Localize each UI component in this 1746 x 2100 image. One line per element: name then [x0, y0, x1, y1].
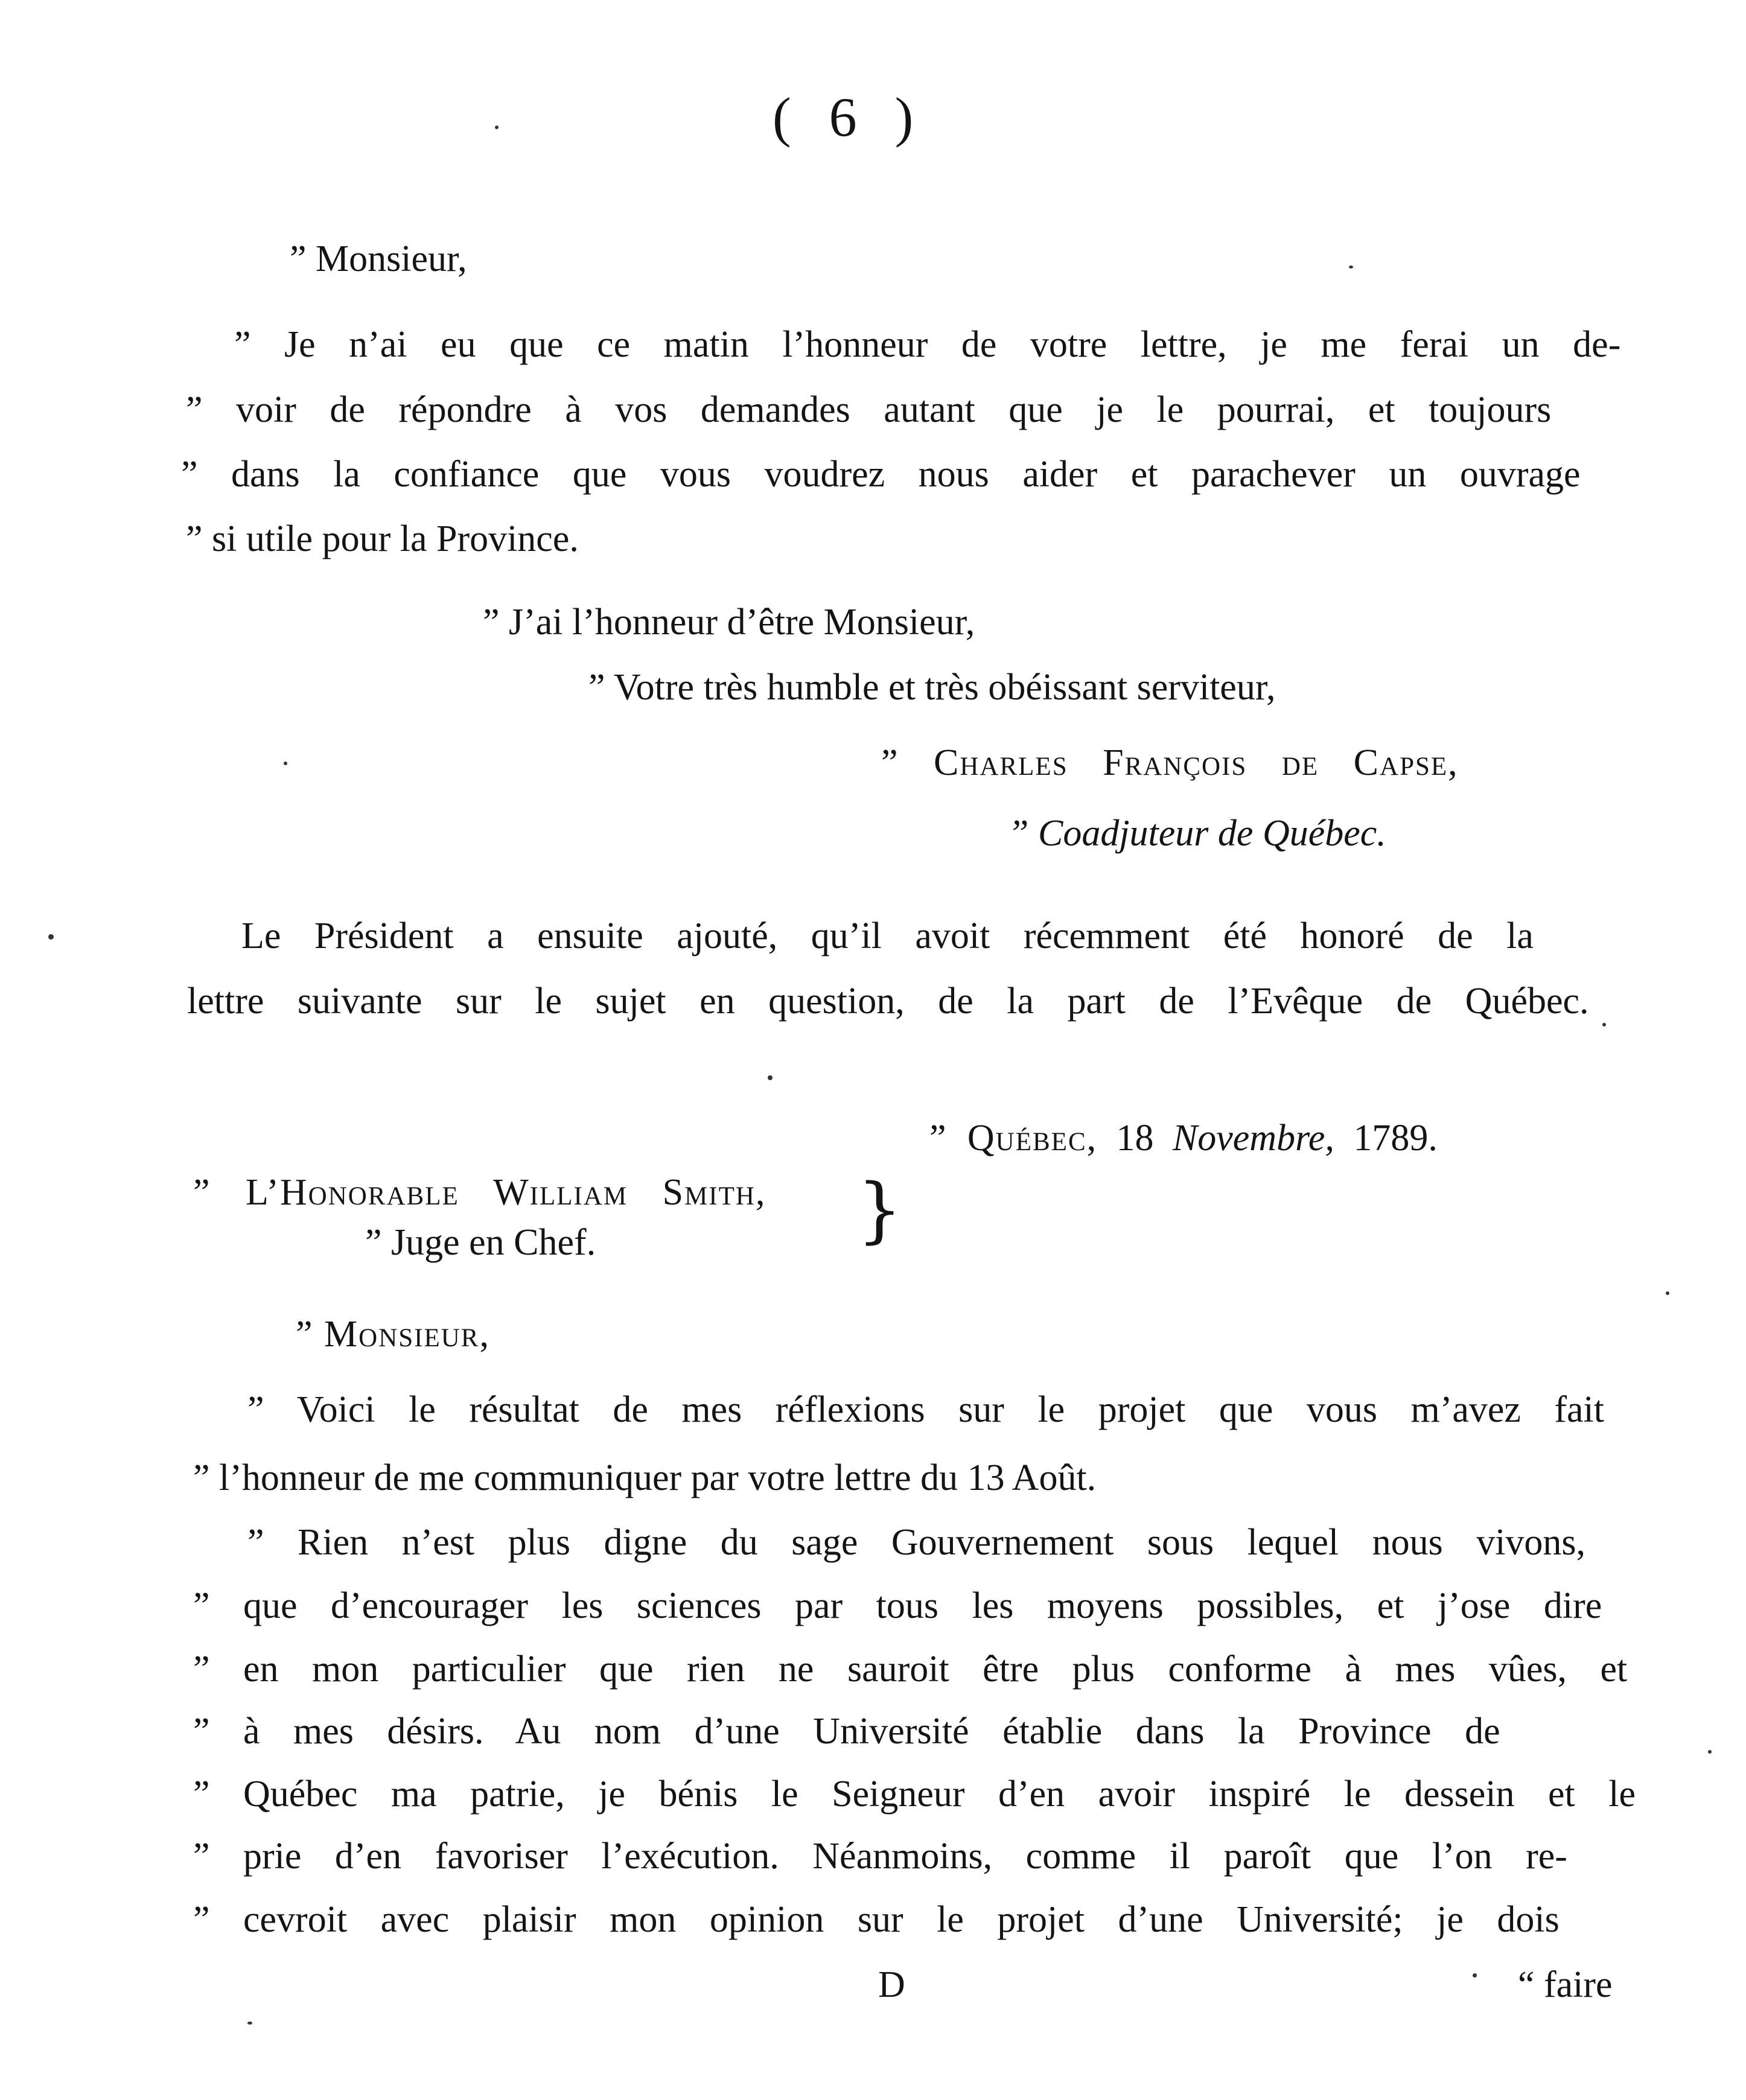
letter2-body-line: ” l’honneur de me communiquer par votre lettre du 13 Août. [193, 1457, 1097, 1498]
narrative-line: lettre suivante sur le sujet en question, de la part de l’Evêque de Québec. [187, 981, 1589, 1022]
letter2-body-line: ” Voici le résultat de mes réflexions sur le projet que vous m’avez fait [247, 1389, 1605, 1430]
letter1-body-line: ” Je n’ai eu que ce matin l’honneur de votre lettre, je me ferai un de- [234, 324, 1621, 365]
letter2-salutation: ” Monsieur, [296, 1314, 490, 1355]
scan-speck [247, 2022, 252, 2025]
letter2-body-line: ” en mon particulier que rien ne sauroit être plus conforme à mes vûes, et [193, 1649, 1628, 1690]
letter1-salutation: ” Monsieur, [290, 238, 467, 279]
scan-speck [768, 1075, 773, 1080]
letter2-dateline [929, 1119, 1438, 1157]
letter2-body-line: ” que d’encourager les sciences par tous les moyens possibles, et j’ose dire [193, 1585, 1602, 1626]
letter2-addressee-title: ” Juge en Chef. [365, 1222, 596, 1263]
letter2-body-line: ” prie d’en favoriser l’exécution. Néanmoins, comme il paroît que l’on re- [193, 1836, 1567, 1877]
dateline-place: ” Québec, [929, 1118, 1098, 1159]
letter2-addressee: ” L’Honorable William Smith, [193, 1172, 766, 1213]
letter1-closing: ” J’ai l’honneur d’être Monsieur, [483, 602, 975, 643]
letter2-body-line: ” Rien n’est plus digne du sage Gouvernement sous lequel nous vivons, [247, 1522, 1586, 1563]
scan-speck [48, 934, 54, 940]
letter1-body-line: ” si utile pour la Province. [186, 518, 579, 559]
page-number: ( 6 ) [773, 86, 914, 148]
scan-speck [1473, 1973, 1477, 1978]
dateline-day: 18 [1116, 1118, 1154, 1159]
letter1-closing: ” Votre très humble et très obéissant serviteur, [588, 667, 1276, 708]
letter1-signature-name: ” Charles François de Capse, [881, 742, 1459, 783]
scan-speck [1708, 1750, 1712, 1754]
scan-speck [1666, 1291, 1669, 1295]
scan-speck [495, 126, 499, 129]
catchword: “ faire [1518, 1964, 1613, 2005]
scan-speck [1602, 1023, 1606, 1026]
narrative-line: Le Président a ensuite ajouté, qu’il avoit récemment été honoré de la [241, 915, 1534, 956]
scan-speck [284, 762, 287, 765]
dateline-year: 1789. [1353, 1118, 1438, 1159]
letter1-body-line: ” dans la confiance que vous voudrez nous aider et parachever un ouvrage [181, 454, 1581, 495]
letter2-body-line: ” à mes désirs. Au nom d’une Université établie dans la Province de [193, 1711, 1500, 1752]
dateline-month: Novembre, [1172, 1118, 1334, 1159]
letter1-body-line: ” voir de répondre à vos demandes autant que je le pourrai, et toujours [186, 389, 1552, 430]
scan-speck [1349, 266, 1353, 269]
letter2-body-line: ” cevroit avec plaisir mon opinion sur le projet d’une Université; je dois [193, 1899, 1560, 1940]
address-brace: } [857, 1168, 903, 1251]
letter1-signature-title: ” Coadjuteur de Québec. [1008, 813, 1386, 854]
letter2-body-line: ” Québec ma patrie, je bénis le Seigneur d’en avoir inspiré le dessein et le [193, 1774, 1636, 1815]
signature-mark: D [878, 1964, 905, 2005]
